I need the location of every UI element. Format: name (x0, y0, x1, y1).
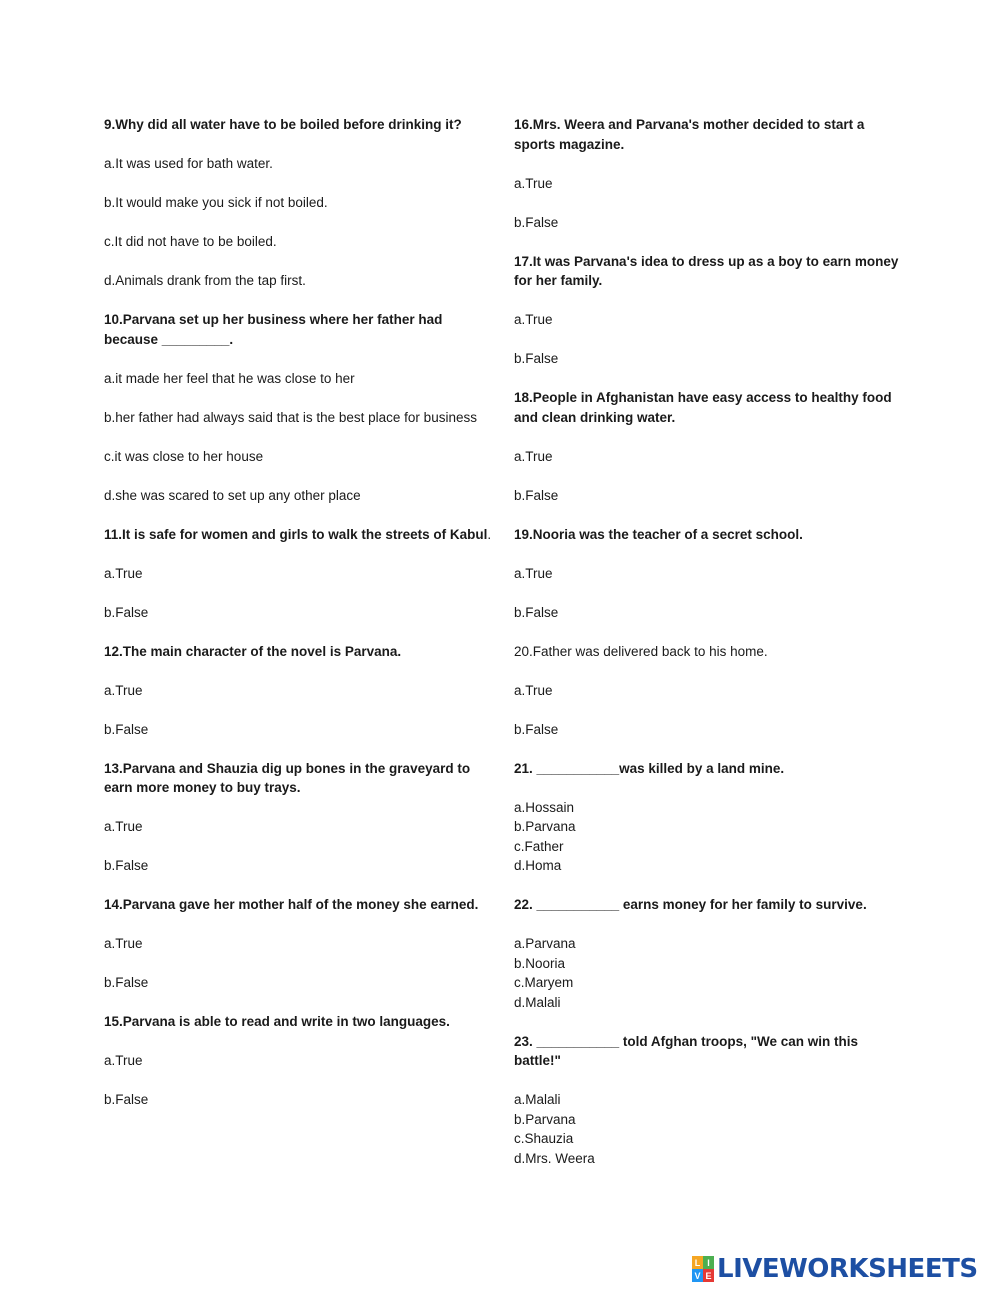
option-a[interactable]: a.True (514, 448, 553, 464)
question-text: 19.Nooria was the teacher of a secret school. (514, 526, 803, 542)
question-text: 15.Parvana is able to read and write in two languages. (104, 1014, 450, 1029)
option-c[interactable]: c.It did not have to be boiled. (104, 234, 277, 249)
option-c[interactable]: c.Father (514, 838, 564, 854)
logo-letter-l: L (692, 1256, 703, 1269)
question-text: 22. ___________ earns money for her family to survive. (514, 897, 867, 912)
logo-letter-i: I (703, 1256, 714, 1269)
option-c[interactable]: c.Maryem (514, 975, 574, 990)
option-d[interactable]: d.Homa (514, 858, 562, 873)
right-column (514, 115, 906, 1188)
option-a[interactable]: a.Malali (514, 1092, 561, 1107)
question-11 (104, 525, 496, 623)
question-23 (514, 1032, 906, 1169)
option-a[interactable]: a.True (514, 312, 553, 327)
option-a[interactable]: a.True (514, 175, 553, 191)
option-b[interactable]: b.False (514, 351, 559, 366)
option-b[interactable]: b.her father had always said that is the best place for business (104, 409, 477, 425)
option-a[interactable]: a.True (104, 1053, 143, 1068)
question-22 (514, 895, 906, 1012)
question-20 (514, 642, 906, 740)
option-c[interactable]: c.Shauzia (514, 1131, 574, 1146)
option-b[interactable]: b.False (104, 604, 149, 620)
option-b[interactable]: b.False (104, 858, 149, 873)
option-a[interactable]: a.True (104, 819, 143, 834)
option-b[interactable]: b.False (104, 1092, 149, 1107)
option-a[interactable]: a.True (514, 682, 553, 698)
option-b[interactable]: b.False (514, 487, 559, 503)
option-a[interactable]: a.True (104, 565, 143, 581)
option-a[interactable]: a.It was used for bath water. (104, 156, 273, 171)
left-column (104, 115, 496, 1129)
option-a[interactable]: a.True (104, 936, 143, 951)
question-text: 18.People in Afghanistan have easy access to healthy food and clean drinking water. (514, 390, 892, 425)
question-text: 20.Father was delivered back to his home. (514, 643, 768, 659)
option-list (514, 1090, 906, 1168)
question-15 (104, 1012, 496, 1110)
liveworksheets-logo[interactable] (692, 1253, 978, 1285)
option-a[interactable]: a.Hossain (514, 799, 575, 815)
question-text: 12.The main character of the novel is Parvana. (104, 643, 402, 659)
question-12 (104, 642, 496, 740)
question-text: 17.It was Parvana's idea to dress up as a boy to earn money for her family. (514, 253, 899, 288)
question-9 (104, 115, 496, 291)
option-d[interactable]: d.Mrs. Weera (514, 1150, 595, 1166)
question-text (104, 525, 496, 545)
logo-letter-v: V (692, 1269, 703, 1282)
option-a[interactable]: a.True (514, 565, 553, 581)
question-text-tail: . (487, 526, 492, 542)
option-b[interactable]: b.False (104, 721, 149, 737)
option-a[interactable]: a.it made her feel that he was close to her (104, 370, 355, 386)
option-c[interactable]: c.it was close to her house (104, 448, 264, 464)
option-b[interactable]: b.False (514, 214, 559, 230)
question-19 (514, 525, 906, 623)
question-13 (104, 759, 496, 876)
option-b[interactable]: b.Parvana (514, 819, 576, 834)
option-d[interactable]: d.Malali (514, 994, 561, 1010)
option-b[interactable]: b.Parvana (514, 1111, 576, 1127)
option-list (514, 934, 906, 1012)
question-14 (104, 895, 496, 993)
question-text: 13.Parvana and Shauzia dig up bones in the graveyard to earn more money to buy trays. (104, 760, 471, 795)
option-b[interactable]: b.False (514, 721, 559, 737)
question-17 (514, 252, 906, 369)
option-d[interactable]: d.Animals drank from the tap first. (104, 273, 306, 288)
question-text: 9.Why did all water have to be boiled before drinking it? (104, 117, 462, 132)
question-text: 14.Parvana gave her mother half of the money she earned. (104, 897, 479, 912)
option-b[interactable]: b.Nooria (514, 955, 566, 971)
question-10 (104, 310, 496, 505)
question-text-bold: 11.It is safe for women and girls to walk the streets of Kabul (104, 526, 488, 542)
option-b[interactable]: b.False (514, 604, 559, 620)
question-21 (514, 759, 906, 876)
question-16 (514, 115, 906, 232)
question-text: 10.Parvana set up her business where her father had because _________. (104, 312, 443, 347)
logo-icon (692, 1256, 714, 1282)
option-list (514, 798, 906, 876)
question-text: 21. ___________was killed by a land mine. (514, 760, 785, 776)
option-d[interactable]: d.she was scared to set up any other place (104, 487, 361, 503)
question-text: 23. ___________ told Afghan troops, "We can win this battle!" (514, 1033, 859, 1068)
question-text: 16.Mrs. Weera and Parvana's mother decided to start a sports magazine. (514, 117, 865, 152)
option-a[interactable]: a.True (104, 682, 143, 698)
option-a[interactable]: a.Parvana (514, 936, 576, 951)
option-b[interactable]: b.It would make you sick if not boiled. (104, 195, 328, 210)
logo-text: LIVEWORKSHEETS (717, 1254, 978, 1284)
option-b[interactable]: b.False (104, 975, 149, 990)
question-18 (514, 388, 906, 505)
logo-letter-e: E (703, 1269, 714, 1282)
